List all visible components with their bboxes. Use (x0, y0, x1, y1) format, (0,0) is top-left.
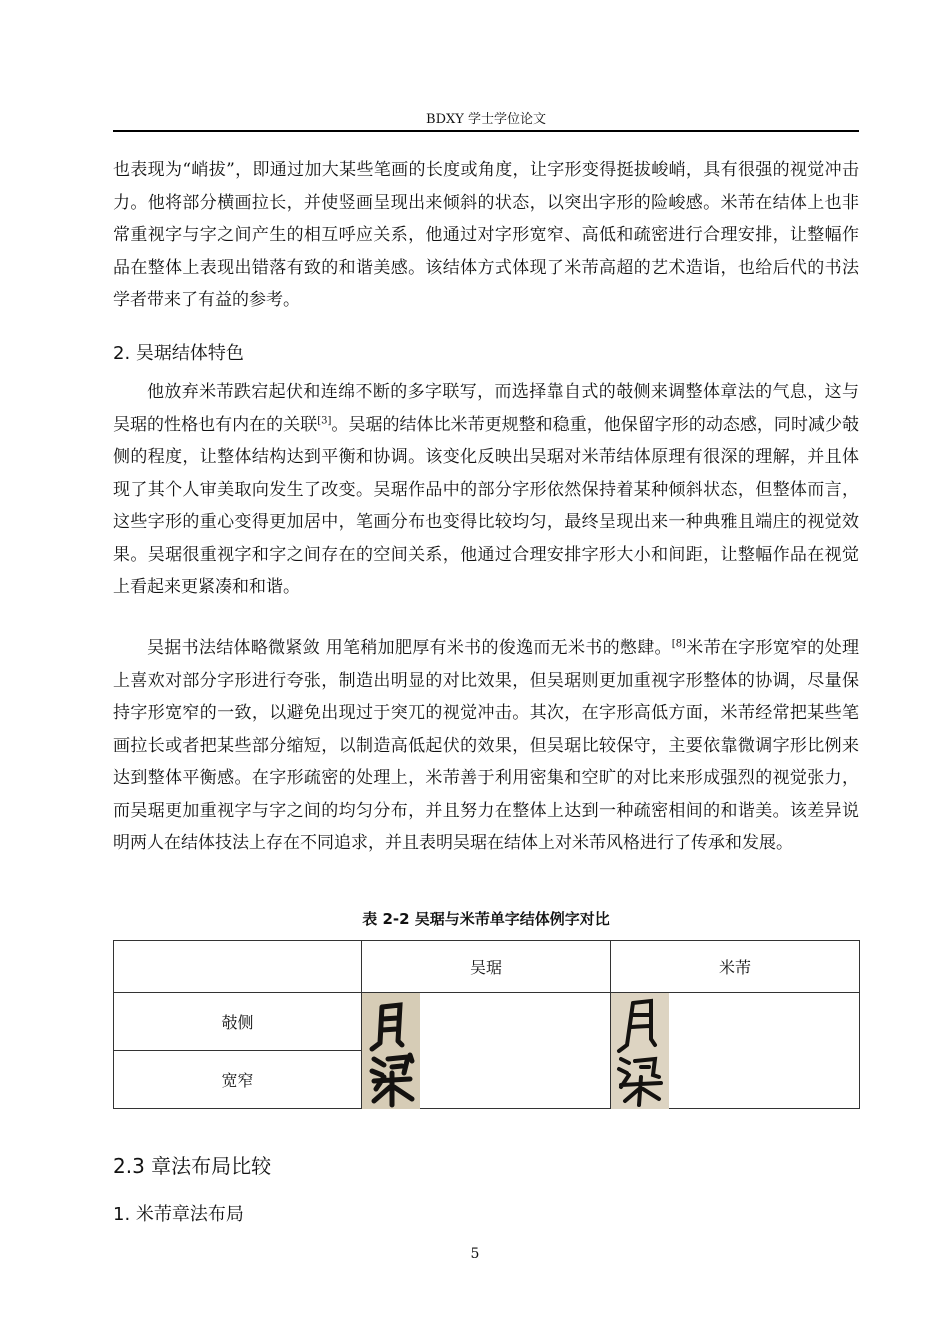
wuju-example-cell (362, 993, 611, 1109)
body-paragraph-3 (113, 632, 859, 860)
page-header (113, 100, 859, 132)
section-heading-wuju: 2. 吴琚结体特色 (113, 343, 244, 364)
page-number: 5 (470, 1246, 480, 1262)
table-header-empty (114, 941, 362, 993)
subsection-heading-mifu: 1. 米芾章法布局 (113, 1204, 244, 1225)
comparison-table (113, 940, 860, 1109)
section-heading-2-3: 2.3 章法布局比较 (113, 1154, 272, 1178)
mifu-example-cell (611, 993, 860, 1109)
table-caption: 表 2-2 吴琚与米芾单字结体例字对比 (362, 910, 610, 928)
paragraph-2-text-a: 他放弃米芾跌宕起伏和连绵不断的多字联写，而选择靠自式的攲侧来调整体章法的气息，这与吴琚的性格也有内在的关联 (113, 382, 859, 435)
body-paragraph-2 (113, 376, 859, 604)
paragraph-3-text-b: 米芾在字形宽窄的处理上喜欢对部分字形进行夸张，制造出明显的对比效果，但吴琚则更加重视字形整体的协调，尽量保持字形宽窄的一致，以避免出现过于突兀的视觉冲击。其次，在字形高低方面，米芾经常把某些笔画拉长或者把某些部分缩短，以制造高低起伏的效果，但吴琚比较保守，主要依靠微调字形比例来达到整体平衡感。在字形疏密的处理上，米芾善于利用密集和空旷的对比来形成强烈的视觉张力，而吴琚更加重视字与字之间的均匀分布，并且努力在整体上达到一种疏密相间的和谐美。该差异说明两人在结体技法上存在不同追求，并且表明吴琚在结体上对米芾风格进行了传承和发展。 (113, 638, 859, 853)
row-label-qice: 攲侧 (114, 993, 362, 1051)
table-header-row (114, 941, 860, 993)
citation-8[interactable]: [8] (671, 638, 686, 650)
citation-3[interactable]: [3] (317, 414, 332, 426)
header-title: BDXY 学士学位论文 (426, 112, 546, 127)
table-row (114, 993, 860, 1051)
table-header-wuju: 吴琚 (362, 941, 611, 993)
paragraph-2-text-b: 。吴琚的结体比米芾更规整和稳重，他保留字形的动态感，同时减少攲侧的程度，让整体结构达到平衡和协调。该变化反映出吴琚对米芾结体原理有很深的理解，并且体现了其个人审美取向发生了改变。吴琚作品中的部分字形依然保持着某种倾斜状态，但整体而言，这些字形的重心变得更加居中，笔画分布也变得比较均匀，最终呈现出来一种典雅且端庄的视觉效果。吴琚很重视字和字之间存在的空间关系，他通过合理安排字形大小和间距，让整幅作品在视觉上看起来更紧凑和和谐。 (113, 414, 860, 597)
row-label-kuanzhai: 宽窄 (114, 1051, 362, 1109)
paragraph-3-text-a: 吴据书法结体略微紧敛 用笔稍加肥厚有米书的俊逸而无米书的憋肆。 (147, 638, 672, 658)
table-header-mifu: 米芾 (611, 941, 860, 993)
mifu-calligraphy-image (611, 993, 669, 1109)
wuju-calligraphy-image (362, 993, 420, 1109)
body-paragraph-1: 也表现为“峭拔”，即通过加大某些笔画的长度或角度，让字形变得挺拔峻峭，具有很强的视觉冲击力。他将部分横画拉长，并使竖画呈现出来倾斜的状态，以突出字形的险峻感。米芾在结体上也非常重视字与字之间产生的相互呼应关系，他通过对字形宽窄、高低和疏密进行合理安排，让整幅作品在整体上表现出错落有致的和谐美感。该结体方式体现了米芾高超的艺术造诣，也给后代的书法学者带来了有益的参考。 (113, 160, 859, 310)
